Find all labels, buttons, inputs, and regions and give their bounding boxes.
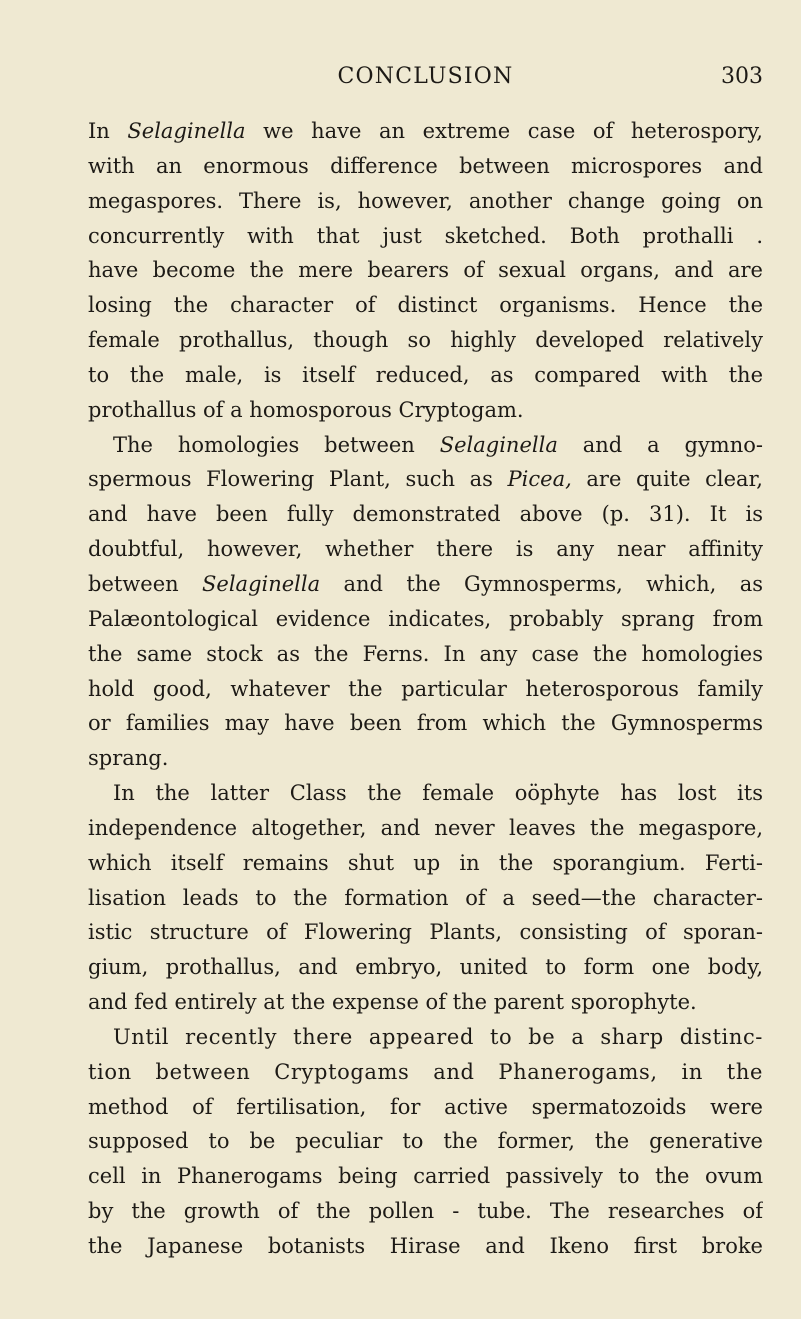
line-text: prothallus of a homosporous Cryptogam. xyxy=(88,397,524,422)
line-text: doubtful, however, whether there is any near affinity xyxy=(88,537,763,562)
line-text: to the male, is itself reduced, as compared with the xyxy=(88,362,763,387)
text-line xyxy=(88,1055,763,1090)
line-text: and a gymno- xyxy=(557,432,763,457)
text-line xyxy=(88,1020,763,1055)
text-line xyxy=(88,672,763,707)
line-text: have become the mere bearers of sexual organs, and are xyxy=(88,258,763,283)
line-text: In xyxy=(88,119,128,143)
text-line xyxy=(88,219,763,254)
line-text: In the latter Class the female oöphyte has lost its xyxy=(113,781,763,806)
text-line xyxy=(88,532,763,567)
line-text: Until recently there appeared to be a sharp distinc- xyxy=(113,1024,763,1049)
line-text: female prothallus, though so highly developed relatively xyxy=(88,328,763,353)
text-line xyxy=(88,323,763,358)
text-line xyxy=(88,706,763,741)
text-line xyxy=(88,393,763,428)
line-text: hold good, whatever the particular heterosporous family xyxy=(88,676,763,701)
line-text: Palæontological evidence indicates, probably sprang from xyxy=(88,606,763,631)
line-text: by the growth of the pollen - tube. The researches of xyxy=(88,1199,763,1224)
italic-term: Picea, xyxy=(507,467,572,492)
text-line xyxy=(88,915,763,950)
line-text: are quite clear, xyxy=(571,467,763,492)
text-line xyxy=(88,846,763,881)
text-line xyxy=(88,811,763,846)
italic-term: Selaginella xyxy=(127,119,246,143)
body-text xyxy=(88,114,763,1264)
line-text: tion between Cryptogams and Phanerogams, in the xyxy=(88,1059,763,1084)
line-text: the Japanese botanists Hirase and Ikeno first broke xyxy=(88,1234,763,1258)
line-text: istic structure of Flowering Plants, consisting of sporan- xyxy=(88,920,763,945)
line-text: lisation leads to the formation of a seed—the character- xyxy=(88,885,763,910)
text-line xyxy=(88,428,763,463)
line-text: the same stock as the Ferns. In any case the homologies xyxy=(88,641,763,666)
line-text: cell in Phanerogams being carried passively to the ovum xyxy=(88,1164,763,1189)
text-line xyxy=(88,1159,763,1194)
line-text: gium, prothallus, and embryo, united to form one body, xyxy=(88,955,763,980)
text-line xyxy=(88,881,763,916)
line-text: independence altogether, and never leaves the megaspore, xyxy=(88,815,763,840)
line-text: which itself remains shut up in the sporangium. Ferti- xyxy=(88,850,763,875)
text-line xyxy=(88,637,763,672)
text-line xyxy=(88,1194,763,1229)
line-text: method of fertilisation, for active spermatozoids were xyxy=(88,1094,763,1119)
line-text: sprang. xyxy=(88,746,169,771)
text-line xyxy=(88,741,763,776)
running-head: CONCLUSION xyxy=(337,64,514,89)
text-line xyxy=(88,567,763,602)
text-line xyxy=(88,253,763,288)
text-line xyxy=(88,114,763,149)
text-line xyxy=(88,602,763,637)
line-text: or families may have been from which the Gymnosperms xyxy=(88,711,763,736)
text-line xyxy=(88,497,763,532)
text-line xyxy=(88,950,763,985)
line-text: The homologies between xyxy=(113,432,440,457)
page-number: 303 xyxy=(721,64,763,89)
text-line xyxy=(88,358,763,393)
line-text: megaspores. There is, however, another change going on xyxy=(88,188,763,213)
line-text: and the Gymnosperms, which, as xyxy=(320,571,763,596)
text-line xyxy=(88,462,763,497)
line-text: concurrently with that just sketched. Both prothalli . xyxy=(88,223,763,248)
line-text: supposed to be peculiar to the former, the generative xyxy=(88,1129,763,1154)
text-line xyxy=(88,1229,763,1264)
line-text: losing the character of distinct organisms. Hence the xyxy=(88,293,763,318)
line-text: and have been fully demonstrated above (p. 31). It is xyxy=(88,502,763,527)
text-line xyxy=(88,985,763,1020)
line-text: spermous Flowering Plant, such as xyxy=(88,467,508,492)
text-line xyxy=(88,149,763,184)
text-line xyxy=(88,776,763,811)
line-text: with an enormous difference between microspores and xyxy=(88,153,763,178)
line-text: between xyxy=(88,571,203,596)
line-text: and fed entirely at the expense of the parent sporophyte. xyxy=(88,990,697,1015)
text-line xyxy=(88,184,763,219)
text-line xyxy=(88,1090,763,1125)
italic-term: Selaginella xyxy=(202,571,321,596)
line-text: we have an extreme case of heterospory, xyxy=(245,119,763,143)
text-line xyxy=(88,288,763,323)
text-line xyxy=(88,1124,763,1159)
page-header xyxy=(88,62,763,96)
italic-term: Selaginella xyxy=(439,432,558,457)
